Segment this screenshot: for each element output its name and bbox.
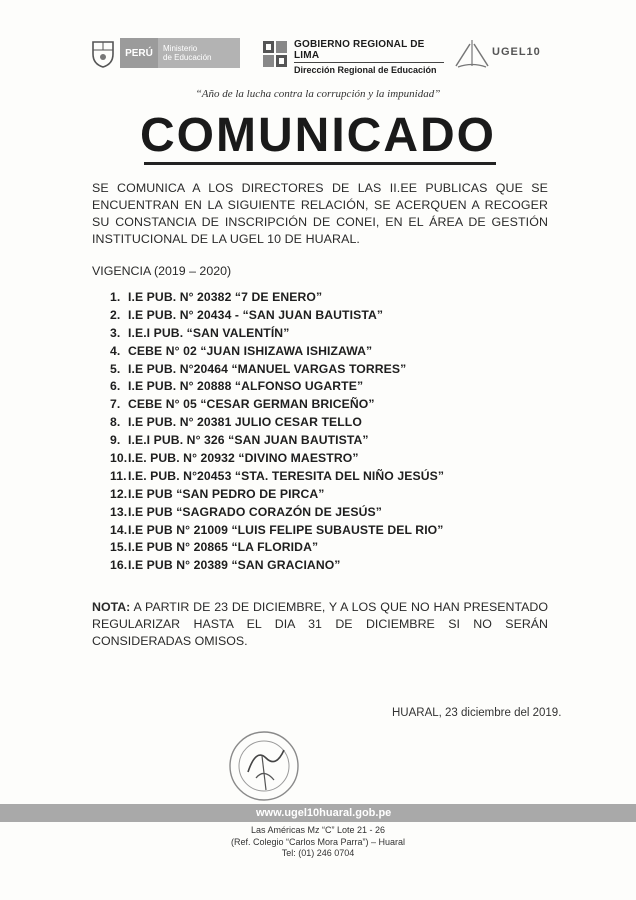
list-item-number: 10. [110, 451, 128, 466]
list-item-number: 3. [110, 325, 121, 340]
list-item-text: I.E PUB. N° 20382 “7 DE ENERO” [128, 290, 323, 304]
list-item-number: 1. [110, 290, 121, 304]
list-item-number: 2. [110, 307, 121, 322]
list-item [110, 307, 530, 325]
list-item-number: 13. [110, 504, 128, 519]
gobierno-regional-title: GOBIERNO REGIONAL DE LIMA [294, 39, 444, 63]
list-item [110, 504, 530, 522]
document-title: COMUNICADO [140, 109, 496, 162]
list-item [110, 468, 530, 486]
note-label: NOTA: [92, 600, 131, 614]
peru-label: PERÚ [120, 38, 158, 68]
signature-date: HUARAL, 23 diciembre del 2019. [392, 707, 562, 719]
ministry-line-2: de Educación [163, 53, 212, 62]
list-item [110, 557, 530, 575]
official-seal-icon [226, 728, 302, 804]
list-item [110, 325, 530, 343]
footer-contact [0, 825, 636, 860]
website-link[interactable]: www.ugel10huaral.gob.pe [256, 807, 392, 819]
ugel-label: UGEL10 [492, 46, 541, 58]
list-item-text: I.E PUB. N° 20381 JULIO CESAR TELLO [128, 415, 362, 430]
ministry-line-1: Ministerio [163, 44, 198, 53]
list-item-number: 11. [110, 468, 127, 483]
list-item-text: I.E PUB. N° 20434 - “SAN JUAN BAUTISTA” [128, 307, 384, 322]
peru-coat-of-arms-icon [90, 38, 116, 68]
list-item-text: I.E.I PUB. “SAN VALENTÍN” [128, 325, 290, 340]
gobierno-regional-logo-icon [262, 40, 288, 68]
list-item-text: I.E PUB. N°20464 “MANUEL VARGAS TORRES” [128, 361, 407, 376]
ugel-logo [452, 36, 562, 72]
list-item-text: I.E PUB N° 20389 “SAN GRACIANO” [128, 558, 341, 573]
list-item [110, 450, 530, 468]
list-item-number: 12. [110, 486, 128, 501]
direccion-regional-subtitle: Dirección Regional de Educación [294, 65, 437, 75]
list-item-text: CEBE N° 05 “CESAR GERMAN BRICEÑO” [128, 397, 375, 412]
year-motto: “Año de la lucha contra la corrupción y la impunidad” [195, 88, 441, 100]
footer-reference: (Ref. Colegio “Carlos Mora Parra”) – Huaral [230, 836, 406, 847]
list-item-text: CEBE N° 02 “JUAN ISHIZAWA ISHIZAWA” [128, 343, 373, 358]
list-item [110, 432, 530, 450]
note-paragraph [92, 599, 548, 650]
list-item-text: I.E.I PUB. N° 326 “SAN JUAN BAUTISTA” [128, 433, 369, 448]
list-item-text: I.E. PUB. N°20453 “STA. TERESITA DEL NIÑO JESÚS” [128, 468, 445, 483]
list-item-text: I.E PUB N° 20865 “LA FLORIDA” [128, 540, 319, 555]
list-item-text: I.E. PUB. N° 20932 “DIVINO MAESTRO” [128, 451, 359, 466]
list-item-number: 14. [110, 522, 128, 537]
list-item-text: I.E PUB “SAGRADO CORAZÓN DE JESÚS” [128, 504, 382, 519]
list-item-text: I.E PUB “SAN PEDRO DE PIRCA” [128, 486, 325, 501]
validity-period: VIGENCIA (2019 – 2020) [92, 264, 232, 278]
list-item-number: 9. [110, 433, 121, 448]
list-item [110, 289, 530, 307]
title-underline [144, 162, 496, 165]
book-icon [452, 36, 492, 72]
list-item-number: 8. [110, 415, 121, 430]
list-item-number: 6. [110, 379, 121, 394]
list-item [110, 378, 530, 396]
announcement-body: SE COMUNICA A LOS DIRECTORES DE LAS II.EE PUBLICAS QUE SE ENCUENTRAN EN LA SIGUIENTE RELACIÓN, SE ACERQUEN A RECOGER SU CONSTANCIA DE INSCRIPCIÓN DE CONEI, EN EL ÁREA DE GESTIÓN INSTITUCIONAL DE LA UGEL 10 DE HUARAL. [92, 181, 548, 246]
list-item-text: I.E PUB N° 21009 “LUIS FELIPE SUBAUSTE DEL RIO” [128, 522, 444, 537]
peru-ministry-logo [120, 38, 240, 68]
list-item-number: 5. [110, 361, 121, 376]
list-item [110, 343, 530, 361]
list-item-number: 7. [110, 397, 121, 412]
list-item [110, 522, 530, 540]
list-item-text: I.E PUB. N° 20888 “ALFONSO UGARTE” [128, 379, 364, 394]
list-item [110, 414, 530, 432]
list-item [110, 396, 530, 414]
school-list [110, 289, 530, 575]
list-item-number: 4. [110, 343, 121, 358]
gobierno-regional-text [294, 39, 444, 75]
note-text: A PARTIR DE 23 DE DICIEMBRE, Y A LOS QUE NO HAN PRESENTADO REGULARIZAR HASTA EL DIA 31 DE DICIEMBRE SI NO SERÁN CONSIDERADAS OMISOS. [92, 600, 548, 648]
letterhead [90, 36, 560, 76]
list-item-number: 15. [110, 540, 128, 555]
list-item-number: 16. [110, 558, 128, 573]
list-item [110, 361, 530, 379]
list-item [110, 486, 530, 504]
list-item [110, 539, 530, 557]
footer-address: Las Américas Mz “C” Lote 21 - 26 [250, 825, 386, 835]
ministry-label [158, 38, 240, 68]
footer-phone: Tel: (01) 246 0704 [281, 848, 355, 858]
